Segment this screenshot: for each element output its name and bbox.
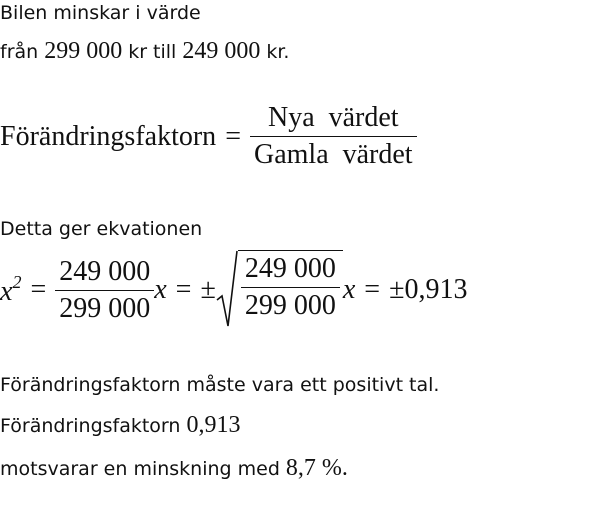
sqrt-denominator: 299 000 [241,287,340,322]
sqrt-radicand [238,250,343,330]
formula-fraction [250,102,417,171]
kr-till-text: kr till [128,41,177,63]
eq-equals-1: = [30,274,47,305]
eq-equals-2: = [175,274,192,305]
intro-line: Bilen minskar i värde [0,2,201,24]
eq-x-after-fraction: x [154,274,167,305]
formula-denominator: Gamla värdet [250,136,417,171]
formula-equals: = [225,120,241,152]
change-factor-formula [0,102,417,171]
eq-numerator: 249 000 [59,255,151,287]
from-word: från [0,41,39,63]
eq-x-after-sqrt: x [342,274,356,305]
formula-lhs: Förändringsfaktorn [0,120,217,152]
eq-fraction [55,256,154,325]
eq-result: ±0,913 [389,274,468,305]
sqrt-symbol [216,250,343,330]
equation-intro: Detta ger ekvationen [0,218,203,240]
conclusion-line-2 [0,412,240,439]
conclusion-decrease-value: 8,7 %. [285,455,348,481]
conclusion-line-3 [0,455,348,482]
radical-sign-icon [216,250,238,330]
from-value: 299 000 [44,38,123,64]
conclusion-factor-value: 0,913 [186,412,241,438]
conclusion-line-1: Förändringsfaktorn måste vara ett positivt tal. [0,374,440,396]
eq-variable: $x^2$ [0,272,22,307]
eq-equals-3: = [364,274,381,305]
conclusion-decrease-label: motsvarar en minskning med [0,458,280,480]
eq-exponent: 2 [12,272,22,292]
equation [0,250,467,330]
to-value: 249 000 [182,38,261,64]
kr-text: kr. [266,41,290,63]
eq-denominator: 299 000 [55,290,154,325]
eq-plus-minus: ± [200,274,216,305]
conclusion-factor-label: Förändringsfaktorn [0,415,181,437]
sqrt-numerator: 249 000 [244,253,336,284]
formula-numerator: Nya värdet [267,102,399,133]
value-range-line [0,38,289,65]
